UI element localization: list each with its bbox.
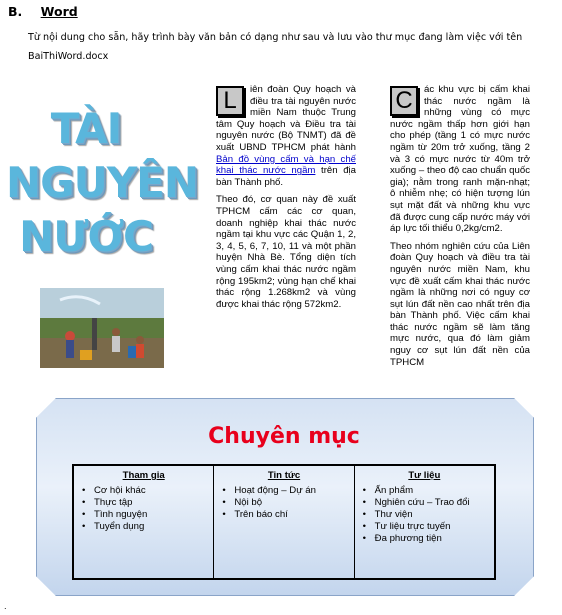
column-2-paragraph-1	[390, 84, 530, 235]
column-1-text-start: iên đoàn Quy hoạch và điều tra tài nguyên nước miền Nam thuộc Trung tâm Quy hoạch và Điều tra tài nguyên nước (Bộ TNMT) đã đề xuất UBND TPHCM phát hành	[216, 84, 356, 153]
column-1-text-end: trên địa bàn Thành phố.	[216, 165, 357, 188]
category-item: • Ấn phẩm	[361, 485, 488, 497]
banner-title: Chuyên mục	[208, 424, 360, 449]
category-item: • Nội bộ	[220, 497, 347, 509]
water-pump-photo	[40, 288, 164, 368]
category-item: • Đa phương tiện	[361, 533, 488, 545]
dropcap-c: C	[390, 86, 418, 116]
article-column-2	[390, 84, 530, 374]
map-link[interactable]: Bản đồ vùng cấm và hạn chế khai thác nước ngầm	[216, 153, 356, 177]
category-heading: Tin tức	[267, 470, 301, 481]
category-column-tin-tuc	[214, 466, 354, 578]
category-item: • Cơ hội khác	[80, 485, 207, 497]
category-item: • Thực tập	[80, 497, 207, 509]
instruction-text: Từ nội dung cho sẵn, hãy trình bày văn bản có dạng như sau và lưu vào thư mục đang làm việc với tên BaiThiWord.docx	[28, 32, 523, 62]
category-item: • Thư viện	[361, 509, 488, 521]
wordart-line-3: NƯỚC	[19, 212, 153, 261]
category-item: • Trên báo chí	[220, 509, 347, 521]
category-item: • Tư liệu trực tuyến	[361, 521, 488, 533]
category-column-tham-gia	[74, 466, 214, 578]
column-1-paragraph-2: Theo đó, cơ quan này đề xuất TPHCM cấm các cơ quan, doanh nghiệp khai thác nước ngầm tại khu vực các Quận 1, 2, 3, 4, 5, 6, 7, 10, 11 và một phần huyện Nhà Bè. Tổng diện tích vùng cấm khai thác nước ngầm rộng 195km2; vùng hạn chế khai thác rộng 1.268km2 và vùng được khai thác rộng 572km2.	[216, 194, 356, 310]
category-heading: Tham gia	[122, 470, 165, 481]
column-2-text-1: ác khu vực bị cấm khai thác nước ngầm là những vùng có mực nước ngầm thấp hơn giới hạn cho phép (tầng 1 có mực nước ngầm từ 20m trở xuống, tầng 2 và 3 có mực nước từ 40m trở xuống – theo độ cao chuẩn quốc gia); nằm trong ranh mặn-nhạt; ô nhiễm nhẹ; có hiện tượng lún sụt mặt đất và những khu vực đã được cung cấp nước máy với áp lực tối thiểu 0,2kg/cm2.	[390, 84, 530, 235]
category-item: • Hoạt động – Dự án	[220, 485, 347, 497]
section-title: Word	[40, 4, 78, 19]
water-pump-illustration	[40, 288, 164, 368]
category-item: • Nghiên cứu – Trao đổi	[361, 497, 488, 509]
section-label: B.	[8, 4, 23, 19]
category-item: • Tình nguyện	[80, 509, 207, 521]
wordart-line-2: NGUYÊN	[6, 158, 198, 207]
column-1-paragraph-1	[216, 84, 356, 188]
dropcap-l: L	[216, 86, 244, 116]
wordart-line-1: TÀI	[50, 104, 122, 153]
footer-dot: .	[4, 602, 7, 611]
category-column-tu-lieu	[355, 466, 494, 578]
category-table	[72, 464, 496, 580]
column-2-paragraph-2: Theo nhóm nghiên cứu của Liên đoàn Quy hoạch và điều tra tài nguyên nước miền Nam, khu vực đề xuất cấm khai thác nước ngầm là những nơi có nguy cơ sụt lún đất nền cao nhất trên địa bàn Thành phố. Việc cấm khai thác nước ngầm sẽ làm tăng mực nước, qua đó làm giảm nguy cơ sụt lún đất nền của TPHCM	[390, 240, 530, 368]
category-item: • Tuyển dụng	[80, 521, 207, 533]
category-heading: Tư liệu	[408, 470, 441, 481]
article-column-1	[216, 84, 356, 316]
section-header	[8, 4, 78, 19]
